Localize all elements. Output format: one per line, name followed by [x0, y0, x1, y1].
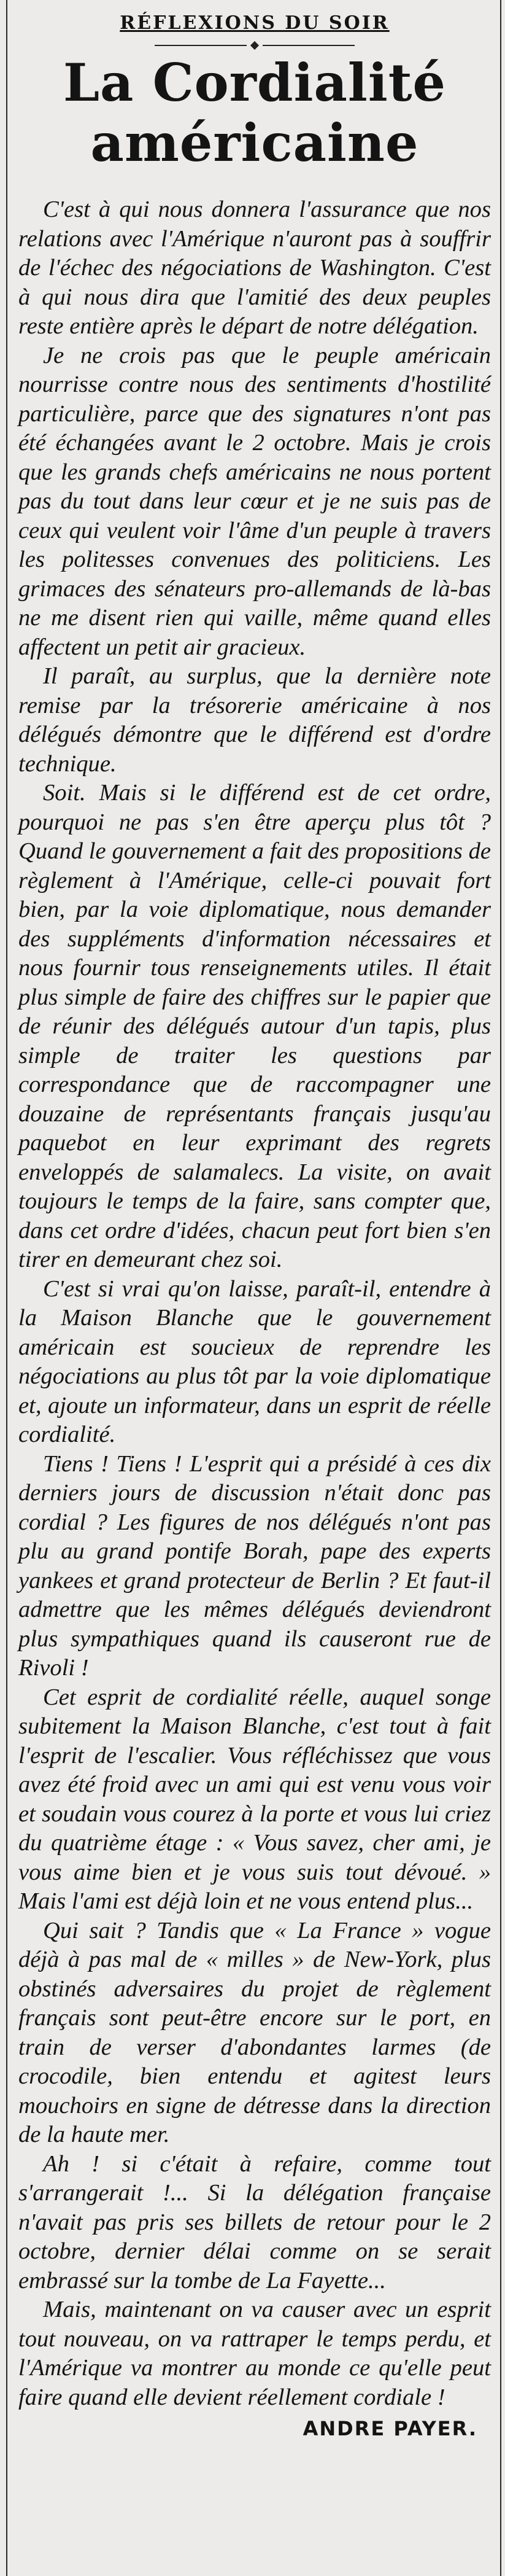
title-ornament [18, 42, 491, 49]
paragraph-2: Je ne crois pas que le peuple américain nourrisse contre nous des sentiments d'hostilité particulière, parce que des signatures n'ont pas été échangées avant le 2 octobre. Mais je crois que les grands chefs américains ne nous portent pas du tout dans leur cœur et je ne suis pas de ceux qui veulent voir l'âme d'un peuple à travers les politesses convenues des politiciens. Les grimaces des sénateurs pro-allemands de là-bas ne me disent rien qui vaille, même quand elles affectent un petit air gracieux. [18, 342, 491, 660]
article-body [18, 195, 491, 2412]
paragraph-10: Mais, maintenant on va causer avec un esprit tout nouveau, on va rattraper le temps perdu, et l'Amérique va montrer au monde ce qu'elle peut faire quand elle devient réellement cordiale ! [18, 2297, 491, 2410]
paragraph-3: Il paraît, au surplus, que la dernière note remise par la trésorerie américaine à nos délégués démontre que le différend est d'ordre technique. [18, 663, 491, 777]
left-column-rule [6, 0, 7, 2576]
paragraph-5: C'est si vrai qu'on laisse, paraît-il, entendre à la Maison Blanche que le gouvernement américain est soucieux de reprendre les négociations au plus tôt par la voie diplomatique et, ajoute un informateur, dans un esprit de réelle cordialité. [18, 1275, 491, 1447]
paragraph-8: Qui sait ? Tandis que « La France » vogue déjà à pas mal de « milles » de New-York, plus obstinés adversaires du projet de règlement français sont peut-être encore sur le port, en train de verser d'abondantes larmes (de crocodile, bien entendu et agitest leurs mouchoirs en signe de détresse dans la direction de la haute mer. [18, 1917, 491, 2147]
article-column [18, 11, 491, 2443]
paragraph-4: Soit. Mais si le différend est de cet ordre, pourquoi ne pas s'en être aperçu plus tôt ? Quand le gouvernement a fait des propositions de règlement à l'Amérique, celle-ci pouvait fort bien, par la voie diplomatique, nous demander des suppléments d'information nécessaires et nous fournir tous renseignements utiles. Il était plus simple de faire des chiffres sur le papier que de réunir des délégués autour d'un tapis, plus simple de traiter les questions par correspondance que de raccompagner une douzaine de représentants français jusqu'au paquebot en leur exprimant des regrets enveloppés de salamalecs. La visite, on avait toujours le temps de la faire, sans compter que, dans cet ordre d'idées, chacun peut fort bien s'en tirer en demeurant chez soi. [18, 780, 491, 1272]
author-signature: ANDRE PAYER. [303, 2417, 477, 2440]
right-column-rule [500, 0, 501, 2576]
paragraph-9: Ah ! si c'était à refaire, comme tout s'arrangerait !... Si la délégation française n'avait pas pris ses billets de retour pour le 2 octobre, dernier délai comme on se serait embrassé sur la tombe de La Fayette... [18, 2150, 491, 2294]
article-title [18, 53, 491, 173]
paragraph-1: C'est à qui nous donnera l'assurance que nos relations avec l'Amérique n'auront pas à souffrir de l'échec des négociations de Washington. C'est à qui nous dira que l'amitié des deux peuples reste entière après le départ de notre délégation. [18, 197, 491, 339]
title-spacing [18, 173, 491, 195]
paragraph-7: Cet esprit de cordialité réelle, auquel songe subitement la Maison Blanche, c'est tout à fait l'esprit de l'escalier. Vous réfléchissez que vous avez été froid avec un ami qui est venu vous voir et soudain vous courez à la porte et vous lui criez du quatrième étage : « Vous savez, cher ami, je vous aime bien et je vous suis tout dévoué. » Mais l'ami est déjà loin et ne vous entend plus... [18, 1684, 491, 1914]
section-rubric: RÉFLEXIONS DU SOIR [120, 12, 390, 34]
paragraph-6: Tiens ! Tiens ! L'esprit qui a présidé à ces dix derniers jours de discussion n'était donc pas cordial ? Les figures de nos délégués n'ont pas plu au grand pontife Borah, pape des experts yankees et grand protecteur de Berlin ? Et faut-il admettre que les mêmes délégués deviendront plus sympathiques quand ils causeront rue de Rivoli ! [18, 1450, 491, 1681]
ornament-diamond-icon [250, 41, 259, 50]
article-title-line-2: américaine [90, 112, 419, 173]
ornament-line-right [263, 45, 355, 46]
ornament-line-left [155, 45, 247, 46]
article-title-line-1: La Cordialité [63, 52, 446, 113]
